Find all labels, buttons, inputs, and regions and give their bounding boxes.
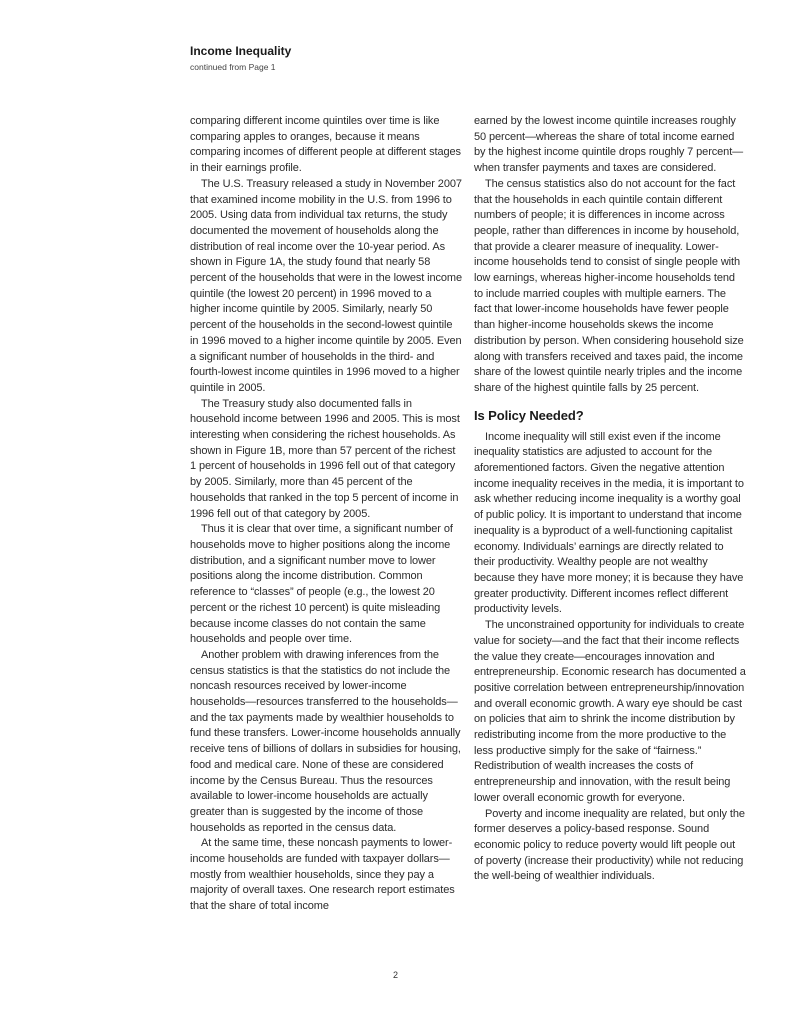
left-column xyxy=(190,114,462,915)
page-number: 2 xyxy=(392,970,398,980)
paragraph: Poverty and income inequality are related, but only the former deserves a policy-based response. Sound economic policy to reduce poverty would lift people out of poverty (increase their productivity) while not reducing the well-being of wealthier individuals. xyxy=(474,807,745,883)
paragraph: Another problem with drawing inferences from the census statistics is that the statistics do not include the noncash resources received by lower-income households—resources transferred to the households—and the tax payments made by wealthier households to fund these transfers. Lower-income households annually receive tens of billions of dollars in subsidies for housing, food and medical care. None of these are considered income by the Census Bureau. Thus the resources available to lower-income households are actually greater than is suggested by the income of those households as reported in the census data. xyxy=(190,648,461,834)
article-header xyxy=(190,44,291,73)
paragraph: The U.S. Treasury released a study in November 2007 that examined income mobility in the U.S. from 1996 to 2005. Using data from individual tax returns, the study documented the movement of households along the distribution of real income over the 10-year period. As shown in Figure 1A, the study found that nearly 58 percent of the households that were in the lowest income quintile (the lowest 20 percent) in 1996 moved to a higher income quintile by 2005. Similarly, nearly 50 percent of the households in the second-lowest quintile in 1996 moved to a higher income quintile by 2005. Even a significant number of households in the third- and fourth-lowest income quintiles in 1996 moved to a higher quintile in 2005. xyxy=(190,177,463,394)
continued-note: continued from Page 1 xyxy=(190,62,276,72)
article-title: Income Inequality xyxy=(190,44,292,58)
section-heading: Is Policy Needed? xyxy=(474,407,584,423)
paragraph: At the same time, these noncash payments to lower-income households are funded with taxpayer dollars—mostly from wealthier households, since they pay a majority of overall taxes. One research report estimates that the share of total income xyxy=(190,837,455,913)
paragraph: Thus it is clear that over time, a significant number of households move to higher positions along the income distribution, and a significant number move to lower positions along the income distribution. Common reference to “classes” of people (e.g., the lowest 20 percent or the richest 10 percent) is quite misleading because income classes do not contain the same households and people over time. xyxy=(190,523,453,646)
right-column xyxy=(474,114,746,885)
paragraph: comparing different income quintiles over time is like comparing apples to oranges, because it means comparing incomes of different people at different stages in their earnings profile. xyxy=(190,115,461,175)
paragraph: The census statistics also do not account for the fact that the households in each quintile contain different numbers of people; it is differences in income across people, rather than differences in income by household, that provide a clearer measure of inequality. Lower-income households tend to consist of single people with low earnings, whereas higher-income households tend to include married couples with multiple earners. The fact that lower-income households have fewer people than higher-income households skews the income distribution by person. When considering household size along with transfers received and taxes paid, the income share of the lowest quintile nearly triples and the income share of the highest quintile falls by 25 percent. xyxy=(474,177,744,394)
paragraph: earned by the lowest income quintile increases roughly 50 percent—whereas the share of total income earned by the highest income quintile drops roughly 7 percent—when transfer payments and taxes are considered. xyxy=(474,115,744,175)
paragraph: The unconstrained opportunity for individuals to create value for society—and the fact that their income reflects the value they create—encourages innovation and entrepreneurship. Economic research has documented a positive correlation between entrepreneurship/innovation and overall economic growth. A wary eye should be cast on policies that aim to shrink the income distribution by redistributing income from the more productive to the less productive simply for the sake of “fairness.” Redistribution of wealth increases the costs of entrepreneurship and innovation, with the result being lower overall economic growth for everyone. xyxy=(474,619,746,804)
paragraph: Income inequality will still exist even if the income inequality statistics are adjusted to account for the aforementioned factors. Given the negative attention income inequality receives in the media, it is important to ask whether reducing income inequality is a worthy goal of public policy. It is important to understand that income inequality is a byproduct of a well-functioning capitalist economy. Individuals’ earnings are directly related to their productivity. Wealthy people are not wealthy because they have more money; it is because they have greater productivity. Different incomes reflect different productivity levels. xyxy=(474,430,744,616)
paragraph: The Treasury study also documented falls in household income between 1996 and 2005. This is most interesting when considering the richest households. As shown in Figure 1B, more than 57 percent of the richest 1 percent of households in 1996 fell out of that category by 2005. Similarly, more than 45 percent of the households that ranked in the top 5 percent of income in 1996 fell out of that category by 2005. xyxy=(190,397,460,520)
